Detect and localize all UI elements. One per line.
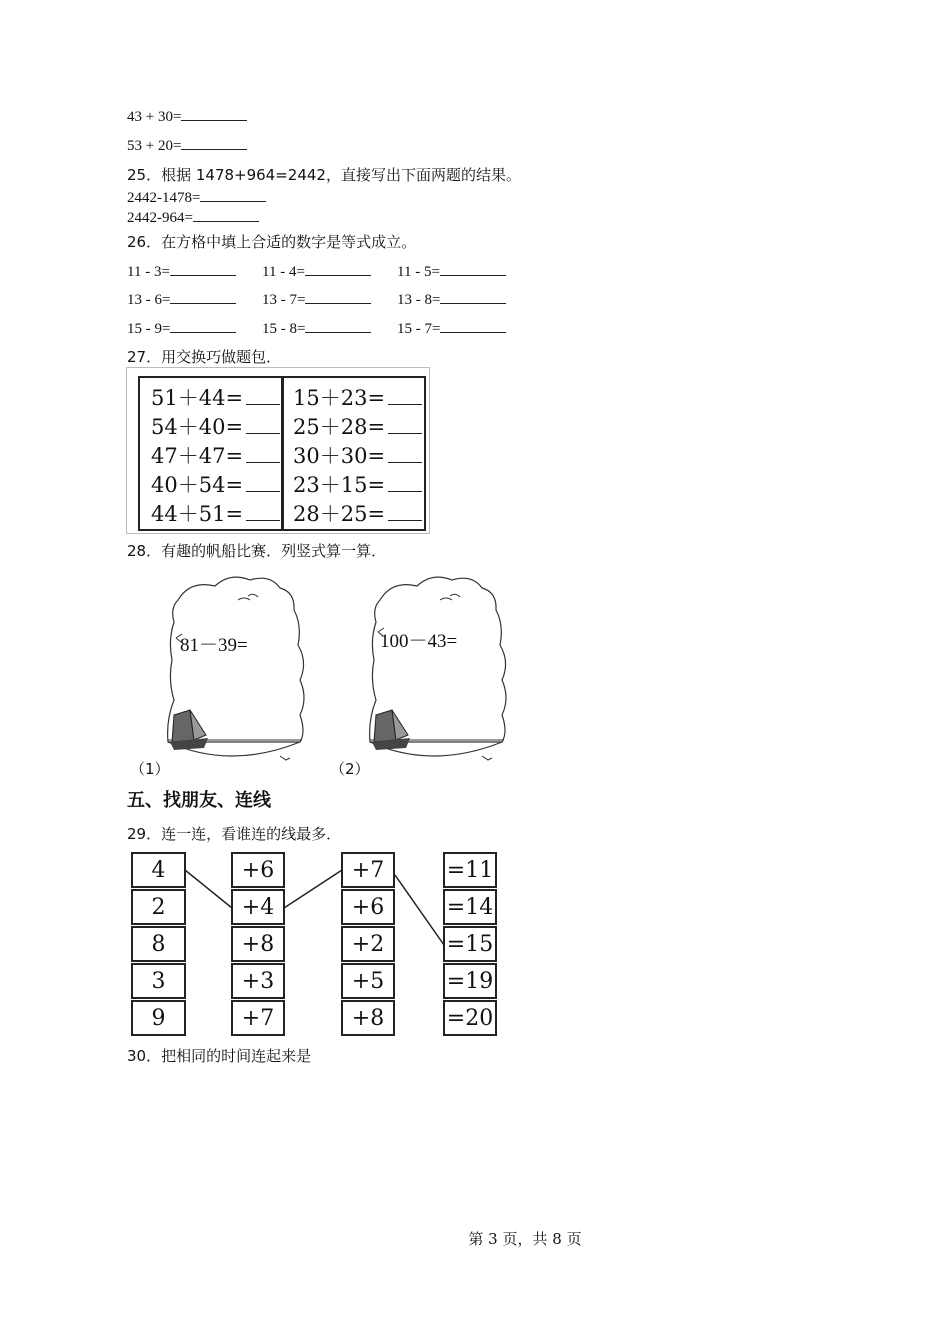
matching-cell-col4[interactable]: =15	[443, 926, 497, 962]
equation-text: 23＋15=	[293, 473, 386, 497]
sail-label-1: （1）	[130, 760, 170, 778]
equation-text: 40＋54=	[151, 473, 244, 497]
equation-text: 30＋30=	[293, 444, 386, 468]
matching-cell-col2[interactable]: +4	[231, 889, 285, 925]
matching-cell-col4[interactable]: =14	[443, 889, 497, 925]
equation-text: 13 - 7=	[262, 292, 306, 308]
equation-text: 2442-1478=	[127, 190, 201, 206]
equation-text: 25＋28=	[293, 415, 386, 439]
equation-text: 13 - 8=	[397, 292, 441, 308]
matching-cell-col3[interactable]: +7	[341, 852, 395, 888]
equation-text: 15 - 7=	[397, 321, 441, 337]
matching-cell-col1[interactable]: 9	[131, 1000, 186, 1036]
sail-expression-1: 81－39=	[180, 635, 248, 656]
equation-text: 15＋23=	[293, 386, 386, 410]
matching-cell-col1[interactable]: 2	[131, 889, 186, 925]
page-footer: 第 3 页，共 8 页	[468, 1230, 582, 1248]
equation-text: 54＋40=	[151, 415, 244, 439]
equation-text: 13 - 6=	[127, 292, 171, 308]
question-28-title: 28．有趣的帆船比赛．列竖式算一算．	[127, 542, 387, 560]
equation-text: 51＋44=	[151, 386, 244, 410]
equation-text: 11 - 3=	[127, 264, 170, 280]
matching-cell-col2[interactable]: +8	[231, 926, 285, 962]
equation-text: 44＋51=	[151, 502, 244, 526]
equation-text: 15 - 8=	[262, 321, 306, 337]
matching-cell-col1[interactable]: 4	[131, 852, 186, 888]
question-26-title: 26．在方格中填上合适的数字是等式成立。	[127, 233, 417, 251]
equation-text: 11 - 4=	[262, 264, 305, 280]
section-heading: 五、找朋友、连线	[127, 790, 271, 811]
matching-cell-col2[interactable]: +3	[231, 963, 285, 999]
question-29-title: 29．连一连，看谁连的线最多．	[127, 825, 342, 843]
equation-text: 15 - 9=	[127, 321, 171, 337]
equation-text: 11 - 5=	[397, 264, 440, 280]
equation-text: 28＋25=	[293, 502, 386, 526]
equation-text: 53 + 20=	[127, 138, 182, 154]
matching-cell-col2[interactable]: +6	[231, 852, 285, 888]
equation-text: 43 + 30=	[127, 109, 182, 125]
matching-cell-col2[interactable]: +7	[231, 1000, 285, 1036]
sail-expression-2: 100－43=	[380, 631, 458, 652]
sail-label-2: （2）	[330, 760, 370, 778]
matching-cell-col4[interactable]: =11	[443, 852, 497, 888]
matching-cell-col4[interactable]: =19	[443, 963, 497, 999]
matching-cell-col3[interactable]: +2	[341, 926, 395, 962]
question-27-title: 27．用交换巧做题包．	[127, 348, 282, 366]
question-30-title: 30．把相同的时间连起来是	[127, 1047, 312, 1065]
matching-cell-col3[interactable]: +6	[341, 889, 395, 925]
question-25-title: 25．根据 1478+964=2442，直接写出下面两题的结果。	[127, 166, 521, 184]
matching-cell-col4[interactable]: =20	[443, 1000, 497, 1036]
matching-cell-col1[interactable]: 8	[131, 926, 186, 962]
matching-cell-col3[interactable]: +5	[341, 963, 395, 999]
equation-text: 2442-964=	[127, 210, 193, 226]
matching-cell-col3[interactable]: +8	[341, 1000, 395, 1036]
equation-text: 47＋47=	[151, 444, 244, 468]
matching-cell-col1[interactable]: 3	[131, 963, 186, 999]
